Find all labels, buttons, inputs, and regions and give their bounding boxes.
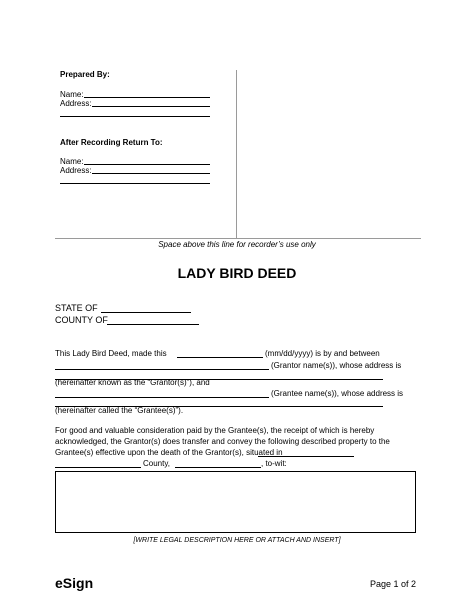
return-name-label: Name:: [60, 157, 84, 166]
state-field[interactable]: [101, 312, 191, 313]
county-label: COUNTY OF: [55, 315, 108, 325]
prepared-name-label: Name:: [60, 90, 84, 99]
return-address-label: Address:: [60, 166, 92, 175]
page-number: Page 1 of 2: [370, 579, 417, 589]
county-word: County,: [143, 459, 170, 468]
grantor-known-text: (hereinafter known as the “Grantor(s)”), and: [55, 378, 210, 387]
after-recording-label: After Recording Return To:: [60, 138, 163, 147]
legal-description-note: [WRITE LEGAL DESCRIPTION HERE OR ATTACH AND INSERT]: [133, 537, 341, 544]
recorder-note: Space above this line for recorder’s use only: [158, 240, 316, 249]
prepared-address-label: Address:: [60, 99, 92, 108]
grantee-called-text: (hereinafter called the “Grantee(s)”).: [55, 406, 184, 415]
to-wit-text: , to-wit:: [261, 459, 287, 468]
county-name-field[interactable]: [55, 467, 141, 468]
page-title: LADY BIRD DEED: [177, 265, 297, 281]
prepared-by-label: Prepared By:: [60, 70, 110, 79]
deed-intro-text: This Lady Bird Deed, made this: [55, 349, 167, 358]
return-address-field[interactable]: [92, 173, 210, 174]
consideration-line-3: Grantee(s) effective upon the death of the Grantor(s), situated in: [55, 448, 283, 457]
consideration-line-2: acknowledged, the Grantor(s) does transfer and convey the following described property to the: [55, 437, 390, 446]
prepared-address-field[interactable]: [92, 106, 210, 107]
recorder-rule: [55, 238, 421, 239]
grantor-name-text: (Grantor name(s)), whose address is: [271, 361, 402, 370]
return-name-field[interactable]: [84, 164, 210, 165]
recorder-divider: [236, 70, 237, 238]
county-field[interactable]: [107, 324, 199, 325]
esign-logo: eSign: [55, 575, 94, 591]
grantee-name-text: (Grantee name(s)), whose address is: [271, 389, 404, 398]
legal-description-box[interactable]: [55, 471, 416, 533]
return-address-field-2[interactable]: [60, 183, 210, 184]
grantor-name-field[interactable]: [55, 369, 269, 370]
consideration-line-1: For good and valuable consideration paid by the Grantee(s), the receipt of which is hereby: [55, 426, 375, 435]
date-format-text: (mm/dd/yyyy) is by and between: [265, 349, 380, 358]
grantee-name-field[interactable]: [55, 397, 269, 398]
state-label: STATE OF: [55, 303, 98, 313]
situated-field[interactable]: [258, 456, 354, 457]
state-name-field[interactable]: [175, 467, 261, 468]
prepared-name-field[interactable]: [84, 97, 210, 98]
date-field[interactable]: [177, 357, 263, 358]
prepared-address-field-2[interactable]: [60, 116, 210, 117]
